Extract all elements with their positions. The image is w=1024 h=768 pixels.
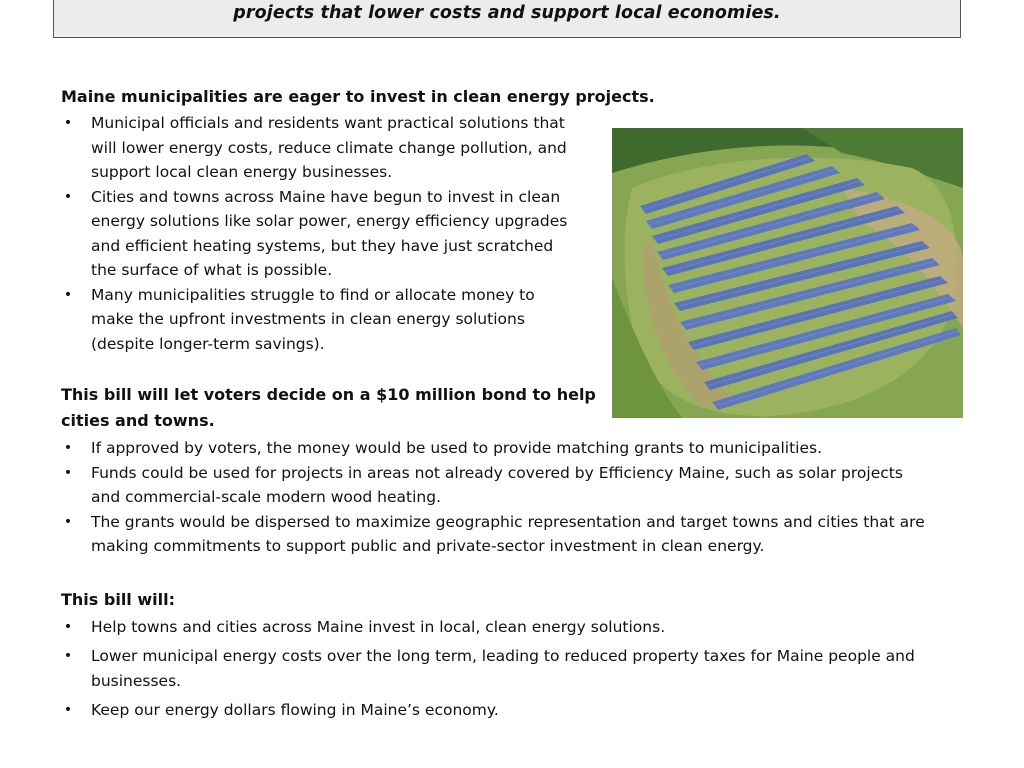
list-item-line: making commitments to support public and private-sector investment in clean energy. — [91, 537, 765, 555]
bullet-icon: • — [63, 648, 73, 664]
bullet-icon: • — [63, 464, 73, 481]
list-item — [61, 283, 601, 357]
list-item-line: energy solutions like solar power, energy efficiency upgrades — [91, 212, 568, 230]
bullet-icon: • — [63, 440, 73, 456]
list-item-line: If approved by voters, the money would be used to provide matching grants to municipalities. — [91, 439, 822, 457]
section-heading-bond — [61, 382, 601, 434]
bullet-icon: • — [63, 619, 73, 635]
bullet-icon: • — [63, 115, 73, 131]
list-item-line: businesses. — [91, 672, 182, 690]
solar-farm-illustration — [612, 128, 963, 418]
list-item-line: Cities and towns across Maine have begun to invest in clean — [91, 187, 561, 206]
list-item-line: Help towns and cities across Maine invest in local, clean energy solutions. — [91, 618, 666, 636]
list-item — [61, 698, 971, 723]
section1-list — [61, 111, 601, 356]
list-item-line: Funds could be used for projects in areas not already covered by Efficiency Maine, such as solar projects — [91, 463, 903, 482]
list-item — [61, 615, 971, 640]
heading-line: cities and towns. — [61, 411, 215, 430]
list-item-line: support local clean energy businesses. — [91, 163, 393, 181]
list-item-line: the surface of what is possible. — [91, 261, 333, 279]
list-item-line: (despite longer-term savings). — [91, 334, 325, 353]
bullet-icon: • — [63, 188, 73, 205]
list-item-line: Many municipalities struggle to find or allocate money to — [91, 285, 535, 304]
section-heading-municipalities: Maine municipalities are eager to invest in clean energy projects. — [61, 87, 655, 106]
section2-list — [61, 436, 971, 559]
list-item-line: and commercial-scale modern wood heating. — [91, 488, 441, 506]
bullet-icon: • — [63, 702, 73, 718]
section-heading-bill-will: This bill will: — [61, 590, 175, 609]
list-item — [61, 111, 601, 185]
list-item-line: Municipal officials and residents want practical solutions that — [91, 114, 565, 132]
bullet-icon: • — [63, 513, 73, 530]
banner-text: projects that lower costs and support local economies. — [233, 3, 781, 23]
list-item-line: and efficient heating systems, but they have just scratched — [91, 236, 554, 255]
list-item-line: Lower municipal energy costs over the long term, leading to reduced property taxes for Maine people and — [91, 647, 915, 665]
list-item-line: make the upfront investments in clean energy solutions — [91, 310, 525, 328]
list-item — [61, 461, 971, 510]
list-item — [61, 185, 601, 283]
solar-farm-photo — [612, 128, 963, 418]
list-item — [61, 510, 971, 559]
list-item-line: Keep our energy dollars flowing in Maine’s economy. — [91, 701, 499, 719]
bullet-icon: • — [63, 286, 73, 303]
header-banner — [53, 0, 961, 38]
list-item-line: The grants would be dispersed to maximize geographic representation and target towns and cities that are — [91, 512, 925, 531]
list-item — [61, 644, 971, 694]
heading-line: This bill will let voters decide on a $10 million bond to help — [61, 385, 596, 404]
list-item-line: will lower energy costs, reduce climate change pollution, and — [91, 138, 567, 157]
section3-list — [61, 615, 971, 723]
list-item — [61, 436, 971, 461]
